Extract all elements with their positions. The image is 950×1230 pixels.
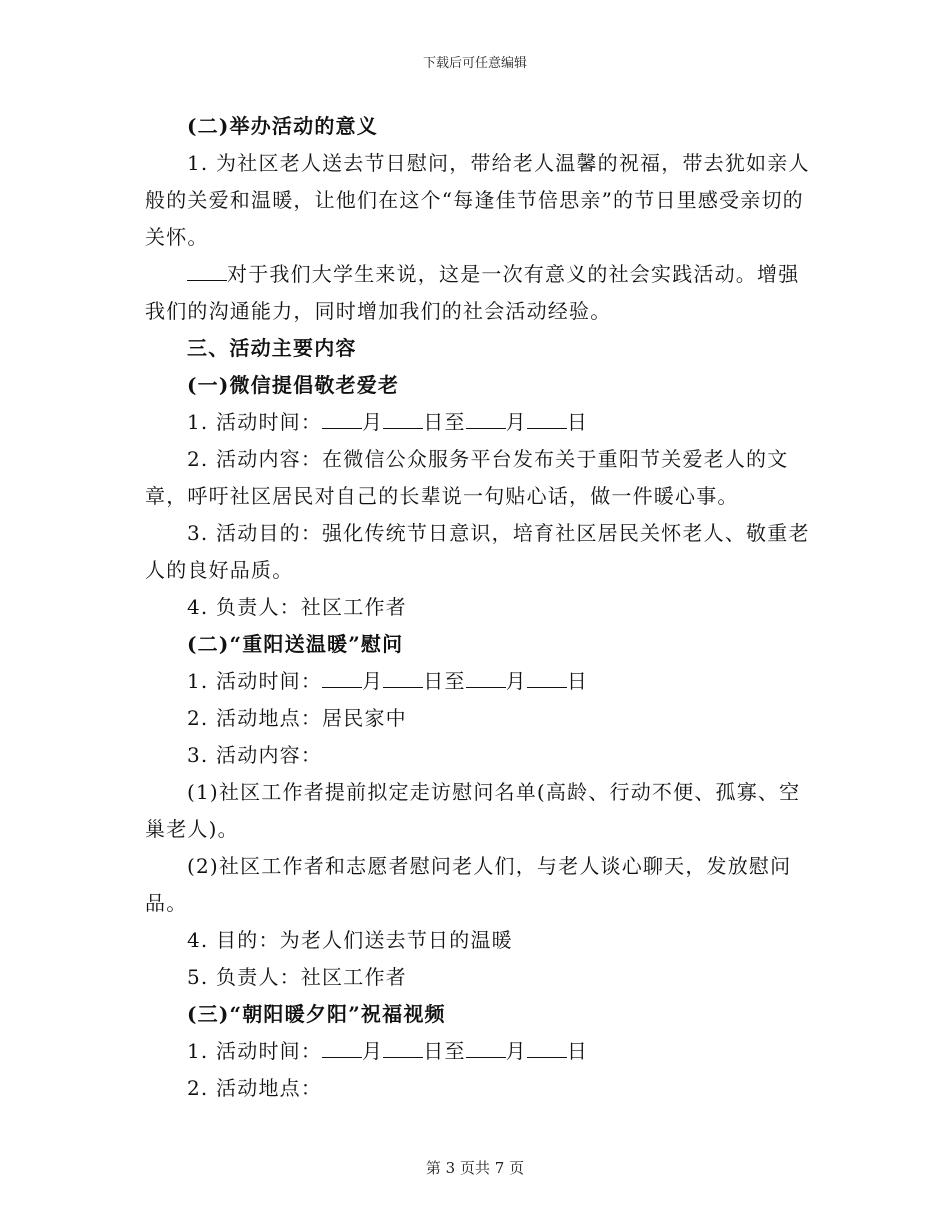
paragraph: 5. 负责人：社区工作者 <box>187 965 407 989</box>
paragraph: 3. 活动内容： <box>187 743 323 767</box>
section-heading: (三)“朝阳暖夕阳”祝福视频 <box>187 1002 446 1026</box>
document-body <box>145 108 810 1107</box>
blank-line <box>322 669 362 688</box>
date-unit: 月 <box>362 1039 384 1063</box>
date-unit: 月 <box>505 1039 527 1063</box>
date-label: 1. 活动时间： <box>187 1039 323 1063</box>
paragraph: 3. 活动目的：强化传统节日意识，培育社区居民关怀老人、敬重老人的良好品质。 <box>145 521 810 582</box>
blank-line <box>466 1039 506 1058</box>
date-line <box>145 663 810 700</box>
paragraph: 1. 为社区老人送去节日慰问，带给老人温馨的祝福，带去犹如亲人般的关爱和温暖，让他们在这个“每逢佳节倍思亲”的节日里感受亲切的关怀。 <box>145 151 810 249</box>
paragraph: 2. 活动内容：在微信公众服务平台发布关于重阳节关爱老人的文章，呼吁社区居民对自己的长辈说一句贴心话，做一件暖心事。 <box>145 447 789 508</box>
blank-line <box>383 1039 423 1058</box>
section-heading: (二)举办活动的意义 <box>187 114 378 138</box>
blank-line <box>527 669 567 688</box>
paragraph: 4. 目的：为老人们送去节日的温暖 <box>187 928 513 952</box>
blank-line <box>466 669 506 688</box>
blank-line <box>322 410 362 429</box>
paragraph: 2. 活动地点：居民家中 <box>187 706 407 730</box>
date-unit: 月 <box>362 410 384 434</box>
section-heading: (二)“重阳送温暖”慰问 <box>187 632 404 656</box>
date-unit: 日 <box>566 410 589 434</box>
date-unit: 月 <box>505 410 527 434</box>
blank-line <box>466 410 506 429</box>
blank-line <box>383 410 423 429</box>
blank-line <box>187 262 227 281</box>
date-line <box>145 1033 810 1070</box>
date-unit: 日至 <box>423 669 466 693</box>
date-line <box>145 404 810 441</box>
blank-line <box>527 410 567 429</box>
date-unit: 日 <box>566 669 589 693</box>
date-unit: 月 <box>505 669 527 693</box>
section-heading: 三、活动主要内容 <box>187 336 357 360</box>
paragraph <box>145 256 810 330</box>
date-unit: 月 <box>362 669 384 693</box>
paragraph-text: 对于我们大学生来说，这是一次有意义的社会实践活动。增强我们的沟通能力，同时增加我们的社会活动经验。 <box>145 262 800 323</box>
blank-line <box>383 669 423 688</box>
blank-line <box>322 1039 362 1058</box>
paragraph: 2. 活动地点： <box>187 1076 323 1100</box>
section-heading: (一)微信提倡敬老爱老 <box>187 373 400 397</box>
date-label: 1. 活动时间： <box>187 669 323 693</box>
paragraph: (2)社区工作者和志愿者慰问老人们，与老人谈心聊天，发放慰问品。 <box>145 854 792 915</box>
paragraph: (1)社区工作者提前拟定走访慰问名单(高龄、行动不便、孤寡、空巢老人)。 <box>145 780 801 841</box>
page-footer: 第 3 页共 7 页 <box>425 1159 525 1177</box>
date-unit: 日至 <box>423 1039 466 1063</box>
date-label: 1. 活动时间： <box>187 410 323 434</box>
paragraph: 4. 负责人：社区工作者 <box>187 595 407 619</box>
page-header: 下载后可任意编辑 <box>422 56 527 71</box>
date-unit: 日至 <box>423 410 466 434</box>
date-unit: 日 <box>566 1039 589 1063</box>
blank-line <box>527 1039 567 1058</box>
